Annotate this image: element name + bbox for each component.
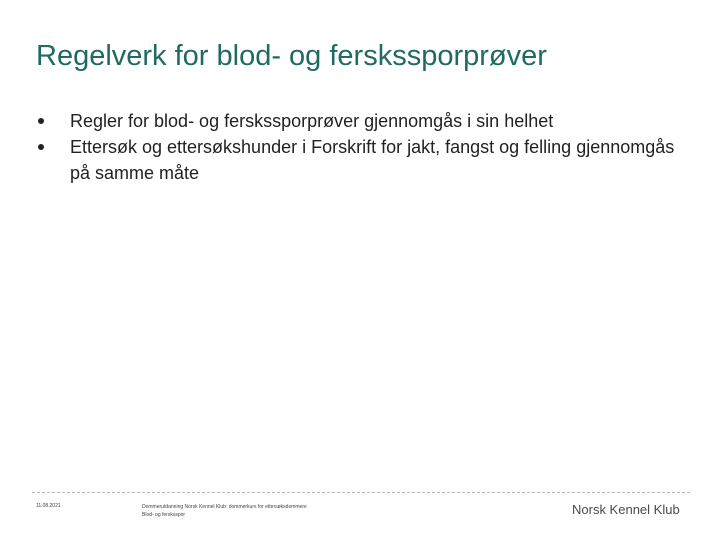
footer-note-line: Dommerutdanning Norsk Kennel Klub: dommerkurs for ettersøksdommere bbox=[142, 504, 307, 510]
footer-divider bbox=[32, 492, 690, 493]
bullet-text: Regler for blod- og ferskssporprøver gjennomgås i sin helhet bbox=[70, 111, 554, 131]
bullet-list bbox=[36, 108, 696, 186]
footer-note-line: Blod- og fersksspor bbox=[142, 512, 186, 518]
bullet-icon bbox=[38, 118, 44, 124]
slide-title: Regelverk for blod- og ferskssporprøver bbox=[36, 40, 547, 72]
footer-note bbox=[142, 503, 372, 519]
footer-date: 11.08.2021 bbox=[36, 503, 61, 509]
bullet-text: Ettersøk og ettersøkshunder i Forskrift for jakt, fangst og felling gjennomgås på samme måte bbox=[70, 137, 675, 183]
bullet-item bbox=[36, 108, 696, 134]
norsk-kennel-klub-logo: Norsk Kennel Klub bbox=[572, 502, 680, 517]
bullet-icon bbox=[38, 144, 44, 150]
bullet-item bbox=[36, 134, 696, 186]
